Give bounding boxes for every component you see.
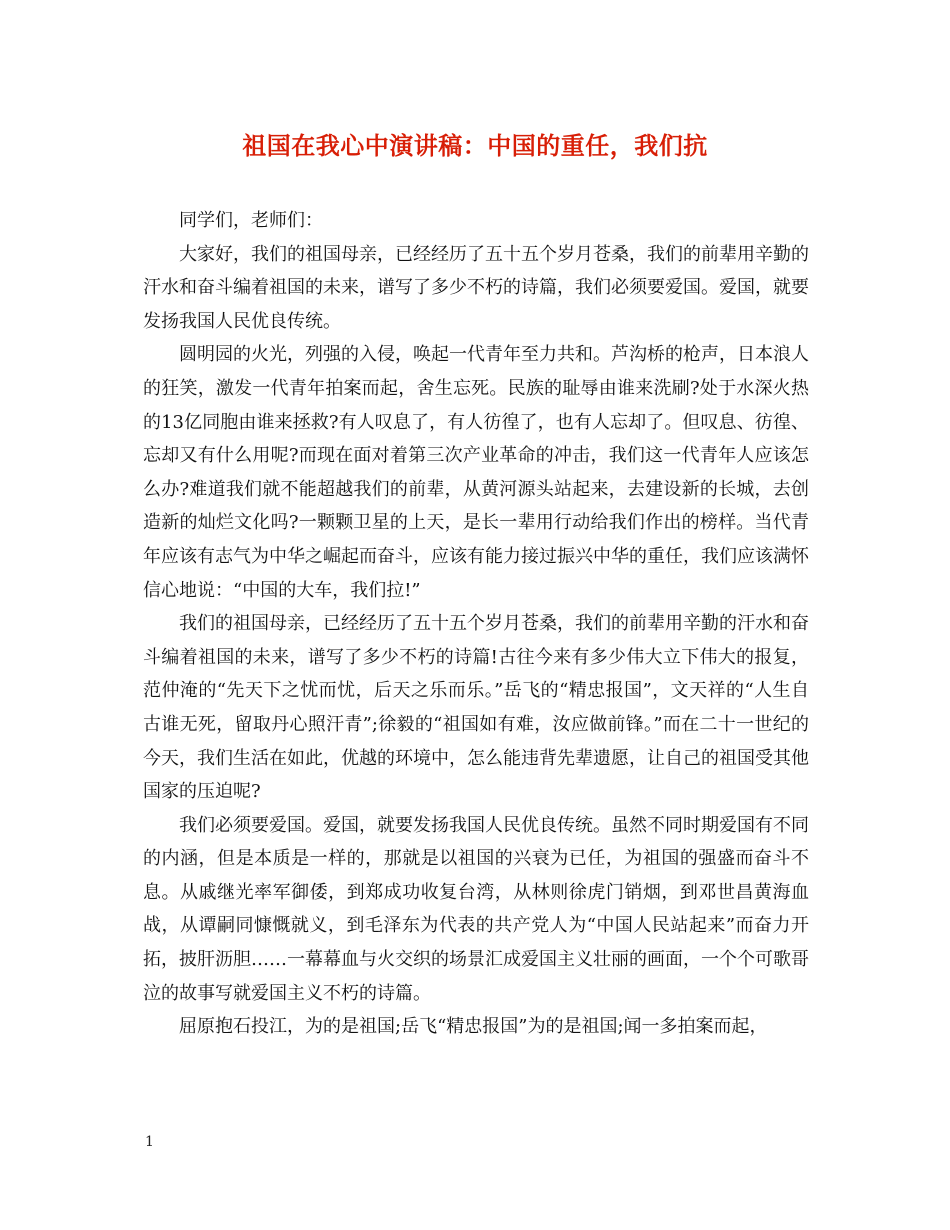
paragraph: 圆明园的火光，列强的入侵，唤起一代青年至力共和。芦沟桥的枪声，日本浪人的狂笑，激发一代青年拍案而起，舍生忘死。民族的耻辱由谁来洗刷?处于水深火热的13亿同胞由谁来拯救?有人叹息了，有人彷徨了，也有人忘却了。但叹息、彷徨、忘却又有什么用呢?而现在面对着第三次产业革命的冲击，我们这一代青年人应该怎么办?难道我们就不能超越我们的前辈，从黄河源头站起来，去建设新的长城，去创造新的灿烂文化吗?一颗颗卫星的上天，是长一辈用行动给我们作出的榜样。当代青年应该有志气为中华之崛起而奋斗，应该有能力接过振兴中华的重任，我们应该满怀信心地说：“中国的大车，我们拉!”	[143, 344, 809, 601]
paragraph: 大家好，我们的祖国母亲，已经经历了五十五个岁月苍桑，我们的前辈用辛勤的汗水和奋斗编着祖国的未来，谱写了多少不朽的诗篇，我们必须要爱国。爱国，就要发扬我国人民优良传统。	[143, 243, 809, 332]
page-number: 1	[145, 1134, 154, 1150]
document-body	[143, 204, 809, 1044]
paragraph-salutation: 同学们，老师们：	[179, 210, 323, 231]
document-title: 祖国在我心中演讲稿：中国的重任，我们抗	[242, 131, 708, 160]
paragraph: 屈原抱石投江，为的是祖国;岳飞“精忠报国”为的是祖国;闻一多拍案而起，	[179, 1016, 768, 1038]
paragraph: 我们的祖国母亲，已经经历了五十五个岁月苍桑，我们的前辈用辛勤的汗水和奋斗编着祖国的未来，谱写了多少不朽的诗篇!古往今来有多少伟大立下伟大的报复，范仲淹的“先天下之忧而忧，后天之乐而乐。”岳飞的“精忠报国”，文天祥的“人生自古谁无死，留取丹心照汗青”;徐毅的“祖国如有难，汝应做前锋。”而在二十一世纪的今天，我们生活在如此，优越的环境中，怎么能违背先辈遗愿，让自己的祖国受其他国家的压迫呢?	[143, 613, 809, 803]
paragraph: 我们必须要爱国。爱国，就要发扬我国人民优良传统。虽然不同时期爱国有不同的内涵，但是本质是一样的，那就是以祖国的兴衰为已任，为祖国的强盛而奋斗不息。从戚继光率军御倭，到郑成功收复台湾，从林则徐虎门销烟，到邓世昌黄海血战，从谭嗣同慷慨就义，到毛泽东为代表的共产党人为“中国人民站起来”而奋力开拓，披肝沥胆……一幕幕血与火交织的场景汇成爱国主义壮丽的画面，一个个可歌哥泣的故事写就爱国主义不朽的诗篇。	[143, 814, 809, 1004]
